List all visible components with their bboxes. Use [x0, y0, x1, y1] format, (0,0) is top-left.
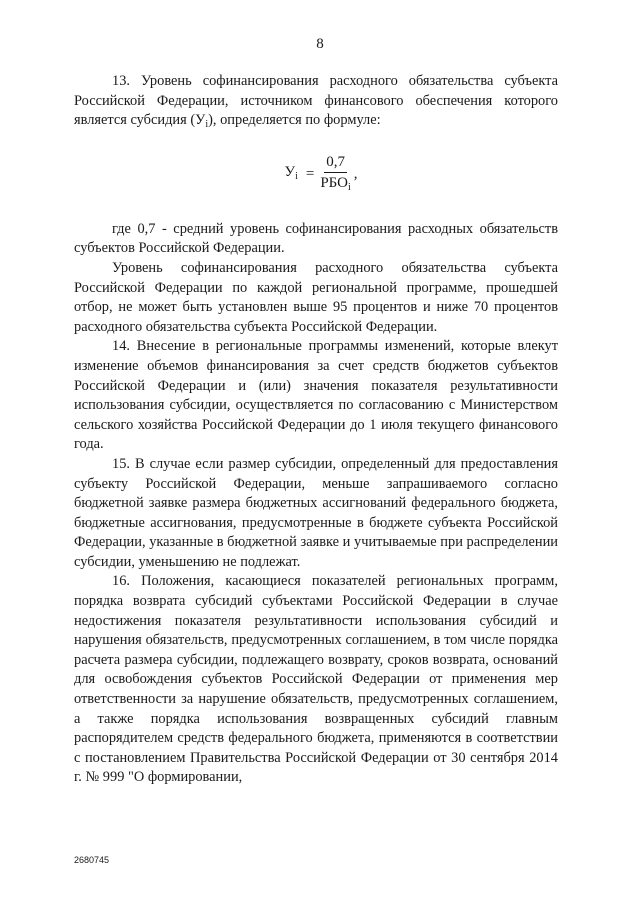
paragraph-15: 15. В случае если размер субсидии, определенный для предоставления субъекту Российской Федерации, меньше запрашиваемого согласно бюджетной заявке размера бюджетных ассигнований федерального бюджета, бюджетные ассигнования, предусмотренные в бюджете субъекта Российской Федерации, указанные в бюджетной заявке и учитываемые при распределении субсидии, уменьшению не подлежат.: [74, 455, 558, 570]
document-body: [74, 72, 558, 788]
paragraph-13-text: 13. Уровень софинансирования расходного обязательства субъекта Российской Федерации, источником финансового обеспечения которого является субсидия (У: [74, 73, 558, 129]
document-code: 2680745: [74, 855, 110, 865]
page-number: 8: [316, 36, 324, 52]
paragraph-where: где 0,7 - средний уровень софинансирования расходных обязательств субъектов Российской Федерации.: [74, 220, 558, 257]
formula-lhs: $У_i$: [284, 163, 298, 182]
formula-denominator: $РБО_i$: [320, 174, 351, 193]
paragraph-16: 16. Положения, касающиеся показателей региональных программ, порядка возврата субсидий субъектами Российской Федерации в случае недостижения показателя результативности использования субсидий и нарушения обязательств, предусмотренных соглашением, в том числе порядка расчета размера субсидии, подлежащего возврату, сроков возврата, оснований для освобождения субъектов Российской Федерации от применения мер ответственности за нарушение обязательств, предусмотренных соглашением, а также порядка использования возвращенных субсидий главным распорядителем средств федерального бюджета, применяются в соответствии с постановлением Правительства Российской Федерации от 30 сентября 2014 г. № 999 "О формировании,: [74, 573, 558, 786]
paragraph-13-tail: ), определяется по формуле:: [208, 112, 381, 129]
formula-numerator: 0,7: [324, 153, 347, 173]
subscript-i: i: [205, 119, 209, 131]
formula-fraction: [318, 153, 352, 197]
formula-equals: =: [305, 165, 315, 182]
formula-comma: ,: [353, 165, 358, 182]
paragraph-13: [74, 72, 558, 135]
paragraph-cofinancing-level: Уровень софинансирования расходного обязательства субъекта Российской Федерации по каждой региональной программе, прошедшей отбор, не может быть установлен выше 95 процентов и ниже 70 процентов расходного обязательства субъекта Российской Федерации.: [74, 259, 558, 335]
cofinancing-formula: [74, 148, 558, 202]
paragraph-14: 14. Внесение в региональные программы изменений, которые влекут изменение объемов финансирования за счет средств бюджетов субъектов Российской Федерации и (или) значения показателя результативности использования субсидии, осуществляется по согласованию с Министерством сельского хозяйства Российской Федерации до 1 июля текущего финансового года.: [74, 338, 558, 453]
